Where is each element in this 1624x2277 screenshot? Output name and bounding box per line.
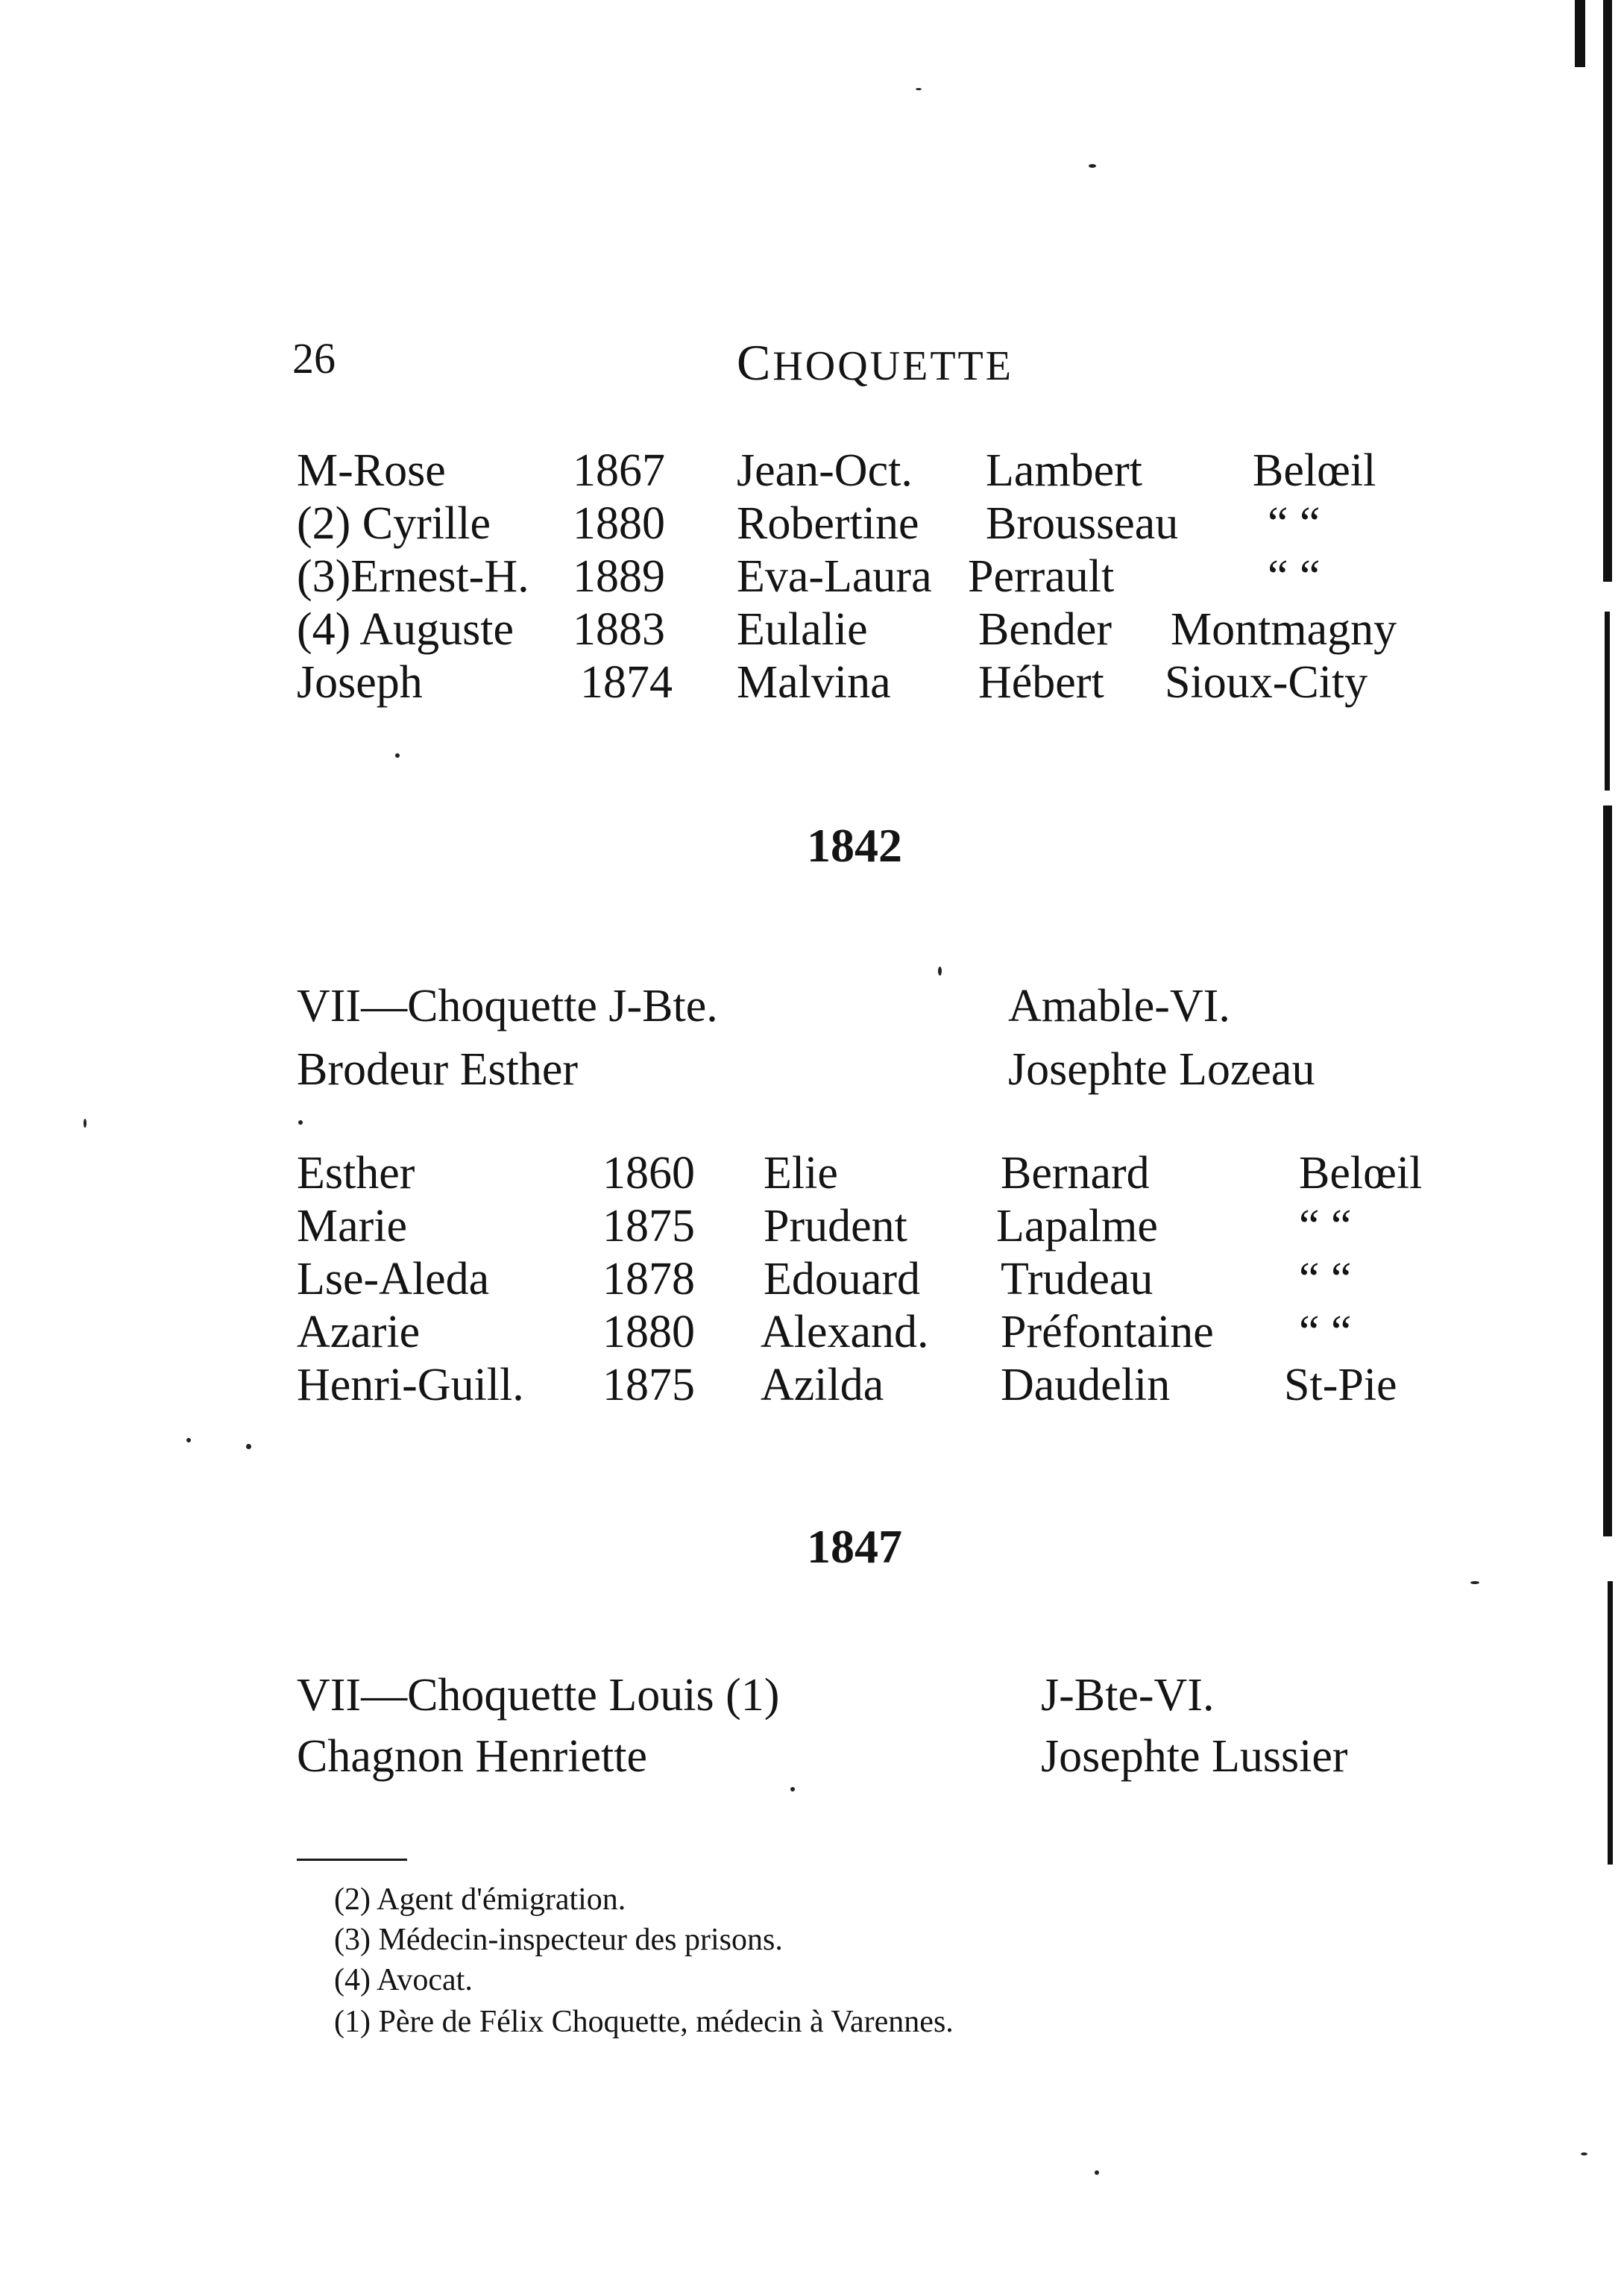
page-edge-shadow	[1575, 0, 1585, 67]
child-name: Esther	[297, 1148, 415, 1199]
spouse-given-name: Azilda	[761, 1360, 884, 1410]
spouse-surname: Bender	[978, 604, 1112, 655]
spouse-surname: Bernard	[1001, 1148, 1150, 1199]
child-name: Joseph	[297, 657, 423, 708]
section-year: 1842	[807, 819, 902, 872]
spouse-given-name: Malvina	[737, 657, 891, 708]
child-name: Lse-Aleda	[297, 1254, 490, 1304]
page-number: 26	[292, 334, 336, 383]
marriage-year: 1860	[602, 1148, 695, 1199]
scan-speck	[1089, 164, 1096, 168]
marriage-place: St-Pie	[1284, 1360, 1397, 1410]
spouse-given-name: Elie	[764, 1148, 838, 1199]
husband-line: VII—Choquette Louis (1)	[297, 1670, 780, 1721]
spouse-given-name: Edouard	[764, 1254, 921, 1304]
page-edge-shadow	[1608, 1581, 1613, 1865]
marriage-year: 1875	[602, 1360, 695, 1410]
husband-line: VII—Choquette J-Bte.	[297, 981, 718, 1031]
marriage-place: “ “	[1299, 1254, 1352, 1304]
marriage-place: Belœil	[1253, 445, 1376, 496]
spouse-given-name: Jean-Oct.	[737, 445, 913, 496]
marriage-year: 1880	[602, 1307, 695, 1357]
scan-speck	[938, 967, 942, 976]
marriage-year: 1889	[573, 551, 665, 602]
scan-speck	[84, 1119, 86, 1128]
scan-speck	[1095, 2170, 1099, 2175]
spouse-surname: Brousseau	[986, 498, 1179, 549]
spouse-given-name: Eulalie	[737, 604, 868, 655]
spouse-given-name: Robertine	[737, 498, 919, 549]
marriage-place: Montmagny	[1171, 604, 1397, 655]
scan-speck	[1581, 2152, 1587, 2155]
footnote: (1) Père de Félix Choquette, médecin à Varennes.	[334, 2005, 954, 2039]
footnote: (4) Avocat.	[334, 1963, 473, 1997]
marriage-year: 1867	[573, 445, 665, 496]
spouse-surname: Hébert	[978, 657, 1104, 708]
child-name: Henri-Guill.	[297, 1360, 524, 1410]
spouse-surname: Lapalme	[996, 1201, 1158, 1251]
marriage-place: “ “	[1268, 498, 1321, 549]
marriage-place: Sioux-City	[1165, 657, 1368, 708]
running-head-rest: HOQUETTE	[772, 343, 1013, 389]
husband-parents: Amable-VI.	[1008, 981, 1230, 1031]
husband-parents: J-Bte-VI.	[1041, 1670, 1215, 1721]
scan-speck	[395, 753, 400, 758]
spouse-surname: Lambert	[986, 445, 1143, 496]
wife-line: Chagnon Henriette	[297, 1731, 648, 1782]
spouse-surname: Daudelin	[1001, 1360, 1171, 1410]
section-year: 1847	[807, 1520, 902, 1573]
child-name: (4) Auguste	[297, 604, 514, 655]
footnote-rule	[297, 1859, 407, 1861]
running-head-initial: C	[737, 334, 773, 391]
spouse-surname: Trudeau	[1001, 1254, 1154, 1304]
child-name: (3)Ernest-H.	[297, 551, 529, 602]
spouse-given-name: Prudent	[764, 1201, 907, 1251]
marriage-place: “ “	[1299, 1307, 1352, 1357]
page-edge-shadow	[1603, 805, 1612, 1536]
child-name: Marie	[297, 1201, 408, 1251]
child-name: (2) Cyrille	[297, 498, 491, 549]
running-head	[737, 334, 1013, 391]
page-edge-shadow	[1605, 612, 1610, 791]
marriage-place: “ “	[1299, 1201, 1352, 1251]
wife-line: Brodeur Esther	[297, 1044, 579, 1095]
marriage-year: 1874	[580, 657, 673, 708]
scan-speck	[790, 1787, 795, 1791]
wife-parents: Josephte Lussier	[1041, 1731, 1348, 1782]
spouse-given-name: Eva-Laura	[737, 551, 932, 602]
marriage-year: 1875	[602, 1201, 695, 1251]
scan-speck	[186, 1438, 191, 1442]
child-name: M-Rose	[297, 445, 446, 496]
marriage-place: “ “	[1268, 551, 1321, 602]
scan-speck	[298, 1120, 303, 1125]
marriage-year: 1880	[573, 498, 665, 549]
scan-speck	[246, 1444, 251, 1449]
spouse-surname: Perrault	[968, 551, 1115, 602]
spouse-surname: Préfontaine	[1001, 1307, 1214, 1357]
footnote: (2) Agent d'émigration.	[334, 1882, 626, 1917]
wife-parents: Josephte Lozeau	[1008, 1044, 1315, 1095]
scan-speck	[1470, 1581, 1479, 1584]
child-name: Azarie	[297, 1307, 421, 1357]
marriage-place: Belœil	[1299, 1148, 1423, 1199]
footnote: (3) Médecin-inspecteur des prisons.	[334, 1923, 783, 1957]
marriage-year: 1883	[573, 604, 665, 655]
marriage-year: 1878	[602, 1254, 695, 1304]
page-edge-shadow	[1603, 0, 1612, 582]
scan-speck	[916, 88, 922, 90]
spouse-given-name: Alexand.	[761, 1307, 929, 1357]
